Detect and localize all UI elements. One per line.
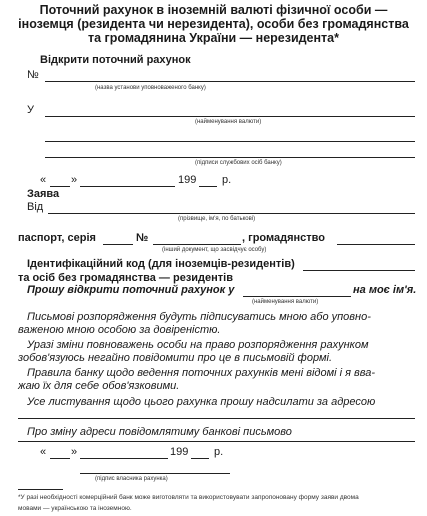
bank-address-line bbox=[18, 441, 415, 442]
footnote-line-1: *У разі необхідності комерційний банк може виготовляти та використовувати запропоновану форму заяви двома bbox=[18, 494, 359, 501]
paragraph-1-line-1: Письмові розпорядження будуть підписуватись мною або уповно- bbox=[27, 311, 371, 323]
sign-date-year-suffix: р. bbox=[214, 446, 224, 458]
opened-in-prefix: У bbox=[27, 104, 34, 116]
signatures-line-2 bbox=[45, 157, 415, 158]
passport-number-sign: № bbox=[136, 232, 149, 244]
owner-signature-caption: (підпис власника рахунка) bbox=[95, 476, 168, 482]
request-text-end: на моє ім'я. bbox=[353, 284, 417, 296]
paragraph-2-line-2: зобов'язуюсь негайно повідомити про це в письмовій формі. bbox=[18, 352, 333, 364]
paragraph-1-line-2: важеною мною особою за довіреністю. bbox=[18, 324, 221, 336]
address-line bbox=[18, 418, 415, 419]
paragraph-4: Усе листування щодо цього рахунка прошу надсилати за адресою bbox=[27, 396, 376, 408]
id-code-line bbox=[303, 270, 415, 271]
id-code-label-line-1: Ідентифікаційний код (для іноземців-резидентів) bbox=[27, 258, 295, 270]
request-currency-line bbox=[243, 296, 351, 297]
citizenship-label: , громадянство bbox=[242, 232, 325, 244]
currency-caption: (найменування валюти) bbox=[195, 119, 262, 125]
application-heading: Заява bbox=[27, 188, 60, 200]
citizenship-line bbox=[337, 244, 415, 245]
sign-date-quote-right: » bbox=[71, 446, 78, 458]
owner-signature-line bbox=[80, 473, 230, 474]
id-code-label-line-2: та осіб без громадянства — резидентів bbox=[18, 272, 233, 284]
open-date-quote-right: » bbox=[71, 174, 78, 186]
form-title-line-2: іноземця (резидента чи нерезидента), особи без громадянства bbox=[18, 17, 409, 31]
applicant-name-caption: (прізвище, ім'я, по батькові) bbox=[178, 216, 256, 222]
request-currency-caption: (найменування валюти) bbox=[252, 299, 319, 305]
open-date-year-suffix: р. bbox=[222, 174, 232, 186]
opened-number-sign: № bbox=[27, 69, 39, 81]
bank-name-caption: (назва установи уповноваженого банку) bbox=[95, 85, 206, 91]
other-document-caption: (інший документ, що засвідчує особу) bbox=[162, 247, 267, 253]
account-number-line bbox=[45, 81, 415, 82]
opened-heading: Відкрити поточний рахунок bbox=[40, 54, 191, 66]
open-date-quote-left: « bbox=[40, 174, 47, 186]
paragraph-5: Про зміну адреси повідомлятиму банкові письмово bbox=[27, 426, 292, 438]
signatures-caption: (підписи службових осіб банку) bbox=[195, 160, 282, 166]
sign-date-quote-left: « bbox=[40, 446, 47, 458]
form-title-line-1: Поточний рахунок в іноземній валюті фізичної особи — bbox=[39, 3, 388, 17]
request-text-start: Прошу відкрити поточний рахунок у bbox=[27, 284, 235, 296]
sign-date-month-line bbox=[80, 458, 168, 459]
signatures-line-1 bbox=[45, 141, 415, 142]
passport-series-line bbox=[103, 244, 133, 245]
open-date-year: 199 bbox=[178, 174, 197, 186]
passport-label: паспорт, серія bbox=[18, 232, 96, 244]
sign-date-day-line bbox=[50, 458, 70, 459]
open-date-month-line bbox=[80, 186, 175, 187]
footnote-separator bbox=[18, 489, 63, 490]
paragraph-3-line-1: Правила банку щодо ведення поточних рахунків мені відомі і я вва- bbox=[27, 367, 376, 379]
applicant-name-line bbox=[48, 213, 415, 214]
sign-date-year: 199 bbox=[170, 446, 189, 458]
open-date-year-line bbox=[199, 186, 217, 187]
open-date-day-line bbox=[50, 186, 70, 187]
paragraph-3-line-2: жаю їх для себе обов'язковими. bbox=[18, 380, 180, 392]
passport-number-line bbox=[153, 244, 241, 245]
footnote-line-2: мовами — українською та іноземною. bbox=[18, 505, 132, 512]
sign-date-year-line bbox=[191, 458, 209, 459]
currency-line bbox=[45, 116, 415, 117]
paragraph-2-line-1: Уразі зміни повноважень особи на право розпорядження рахунком bbox=[27, 339, 369, 351]
form-title-line-3: та громадянина України — нерезидента* bbox=[87, 31, 340, 45]
application-from: Від bbox=[27, 201, 44, 213]
